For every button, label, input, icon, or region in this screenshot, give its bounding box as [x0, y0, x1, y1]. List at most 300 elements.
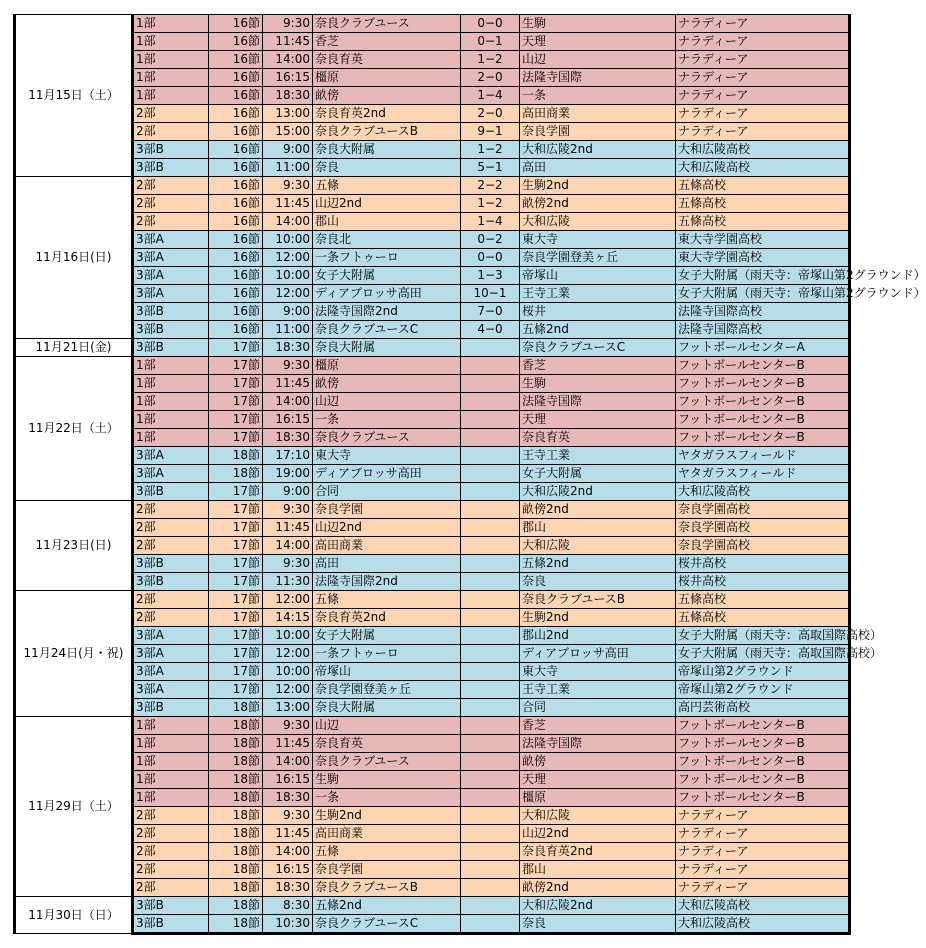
division-cell: 1部 — [133, 33, 209, 51]
away-team-cell: ディアブロッサ高田 — [520, 645, 676, 663]
away-team-cell: 畝傍 — [520, 753, 676, 771]
score-cell: 1−2 — [461, 195, 520, 213]
schedule-row — [15, 285, 850, 303]
venue-cell: 女子大附属（雨天寺：帝塚山第2グラウンド） — [676, 267, 850, 285]
score-cell — [461, 519, 520, 537]
score-cell: 9−1 — [461, 123, 520, 141]
score-cell — [461, 663, 520, 681]
away-team-cell: 王寺工業 — [520, 681, 676, 699]
score-cell: 10−1 — [461, 285, 520, 303]
section-cell: 16節 — [209, 303, 263, 321]
division-cell: 1部 — [133, 87, 209, 105]
score-cell — [461, 627, 520, 645]
away-team-cell: 大和広陵 — [520, 213, 676, 231]
kickoff-time-cell: 11:45 — [263, 519, 313, 537]
home-team-cell: 五條2nd — [313, 897, 461, 915]
away-team-cell: 奈良育英2nd — [520, 843, 676, 861]
score-cell — [461, 861, 520, 879]
division-cell: 1部 — [133, 15, 209, 33]
away-team-cell: 高田 — [520, 159, 676, 177]
venue-cell: フットボールセンターB — [676, 753, 850, 771]
division-cell: 3部B — [133, 339, 209, 357]
division-cell: 3部B — [133, 699, 209, 717]
kickoff-time-cell: 12:00 — [263, 681, 313, 699]
kickoff-time-cell: 9:00 — [263, 141, 313, 159]
home-team-cell: 奈良クラブユースC — [313, 915, 461, 934]
kickoff-time-cell: 14:00 — [263, 537, 313, 555]
score-cell — [461, 645, 520, 663]
score-cell — [461, 789, 520, 807]
schedule-row — [15, 159, 850, 177]
schedule-row — [15, 231, 850, 249]
division-cell: 1部 — [133, 753, 209, 771]
division-cell: 1部 — [133, 411, 209, 429]
section-cell: 16節 — [209, 33, 263, 51]
division-cell: 2部 — [133, 843, 209, 861]
venue-cell: 大和広陵高校 — [676, 483, 850, 501]
schedule-row — [15, 735, 850, 753]
venue-cell: 大和広陵高校 — [676, 897, 850, 915]
score-cell: 1−2 — [461, 51, 520, 69]
section-cell: 18節 — [209, 825, 263, 843]
venue-cell: 東大寺学園高校 — [676, 231, 850, 249]
division-cell: 2部 — [133, 879, 209, 897]
schedule-row — [15, 555, 850, 573]
score-cell — [461, 897, 520, 915]
division-cell: 3部B — [133, 573, 209, 591]
away-team-cell: 郡山2nd — [520, 627, 676, 645]
kickoff-time-cell: 10:30 — [263, 915, 313, 934]
score-cell — [461, 735, 520, 753]
schedule-row — [15, 663, 850, 681]
section-cell: 16節 — [209, 159, 263, 177]
away-team-cell: 畝傍2nd — [520, 501, 676, 519]
venue-cell: ナラディーア — [676, 879, 850, 897]
home-team-cell: 香芝 — [313, 33, 461, 51]
home-team-cell: 奈良クラブユースC — [313, 321, 461, 339]
section-cell: 17節 — [209, 519, 263, 537]
schedule-row — [15, 843, 850, 861]
score-cell: 0−0 — [461, 15, 520, 33]
venue-cell: 帝塚山第2グラウンド — [676, 663, 850, 681]
home-team-cell: 山辺2nd — [313, 519, 461, 537]
away-team-cell: 天理 — [520, 411, 676, 429]
home-team-cell: 生駒2nd — [313, 807, 461, 825]
division-cell: 1部 — [133, 393, 209, 411]
division-cell: 3部A — [133, 465, 209, 483]
venue-cell: ナラディーア — [676, 123, 850, 141]
away-team-cell: 王寺工業 — [520, 447, 676, 465]
score-cell — [461, 501, 520, 519]
home-team-cell: 合同 — [313, 483, 461, 501]
section-cell: 16節 — [209, 123, 263, 141]
away-team-cell: 奈良クラブユースB — [520, 591, 676, 609]
division-cell: 3部A — [133, 627, 209, 645]
section-cell: 17節 — [209, 393, 263, 411]
away-team-cell: 生駒2nd — [520, 177, 676, 195]
section-cell: 18節 — [209, 771, 263, 789]
away-team-cell: 畝傍2nd — [520, 879, 676, 897]
score-cell — [461, 717, 520, 735]
section-cell: 17節 — [209, 609, 263, 627]
kickoff-time-cell: 11:45 — [263, 375, 313, 393]
home-team-cell: 法隆寺国際2nd — [313, 573, 461, 591]
score-cell — [461, 681, 520, 699]
section-cell: 16節 — [209, 105, 263, 123]
away-team-cell: 帝塚山 — [520, 267, 676, 285]
division-cell: 1部 — [133, 375, 209, 393]
score-cell — [461, 825, 520, 843]
schedule-row — [15, 195, 850, 213]
venue-cell: 東大寺学園高校 — [676, 249, 850, 267]
kickoff-time-cell: 14:00 — [263, 753, 313, 771]
home-team-cell: 奈良大附属 — [313, 141, 461, 159]
venue-cell: フットボールセンターA — [676, 339, 850, 357]
schedule-row — [15, 681, 850, 699]
section-cell: 17節 — [209, 645, 263, 663]
venue-cell: 桜井高校 — [676, 573, 850, 591]
home-team-cell: 奈良学園登美ヶ丘 — [313, 681, 461, 699]
score-cell: 1−2 — [461, 141, 520, 159]
home-team-cell: 奈良育英 — [313, 735, 461, 753]
venue-cell: 女子大附属（雨天寺：高取国際高校） — [676, 627, 850, 645]
schedule-row — [15, 465, 850, 483]
venue-cell: フットボールセンターB — [676, 771, 850, 789]
kickoff-time-cell: 14:00 — [263, 393, 313, 411]
schedule-row — [15, 357, 850, 375]
home-team-cell: 奈良育英2nd — [313, 609, 461, 627]
away-team-cell: 大和広陵 — [520, 537, 676, 555]
score-cell — [461, 879, 520, 897]
away-team-cell: 法隆寺国際 — [520, 735, 676, 753]
kickoff-time-cell: 9:30 — [263, 177, 313, 195]
away-team-cell: 天理 — [520, 771, 676, 789]
section-cell: 18節 — [209, 789, 263, 807]
home-team-cell: 山辺 — [313, 717, 461, 735]
away-team-cell: 東大寺 — [520, 231, 676, 249]
venue-cell: フットボールセンターB — [676, 375, 850, 393]
match-date-cell: 11月22日（土） — [15, 357, 133, 501]
score-cell — [461, 447, 520, 465]
kickoff-time-cell: 18:30 — [263, 339, 313, 357]
schedule-row — [15, 609, 850, 627]
away-team-cell: 五條2nd — [520, 321, 676, 339]
away-team-cell: 奈良 — [520, 573, 676, 591]
away-team-cell: 山辺2nd — [520, 825, 676, 843]
venue-cell: ナラディーア — [676, 33, 850, 51]
away-team-cell: 橿原 — [520, 789, 676, 807]
home-team-cell: 女子大附属 — [313, 267, 461, 285]
home-team-cell: 女子大附属 — [313, 627, 461, 645]
division-cell: 3部A — [133, 447, 209, 465]
home-team-cell: 奈良クラブユースB — [313, 123, 461, 141]
away-team-cell: 一条 — [520, 87, 676, 105]
kickoff-time-cell: 18:30 — [263, 789, 313, 807]
home-team-cell: 一条 — [313, 789, 461, 807]
division-cell: 3部B — [133, 321, 209, 339]
away-team-cell: 畝傍2nd — [520, 195, 676, 213]
schedule-row — [15, 69, 850, 87]
schedule-row — [15, 699, 850, 717]
home-team-cell: 山辺 — [313, 393, 461, 411]
division-cell: 2部 — [133, 501, 209, 519]
kickoff-time-cell: 9:30 — [263, 15, 313, 33]
home-team-cell: 高田 — [313, 555, 461, 573]
kickoff-time-cell: 8:30 — [263, 897, 313, 915]
section-cell: 16節 — [209, 249, 263, 267]
kickoff-time-cell: 10:00 — [263, 267, 313, 285]
section-cell: 16節 — [209, 141, 263, 159]
kickoff-time-cell: 11:00 — [263, 321, 313, 339]
kickoff-time-cell: 12:00 — [263, 285, 313, 303]
section-cell: 16節 — [209, 267, 263, 285]
venue-cell: フットボールセンターB — [676, 357, 850, 375]
score-cell: 5−1 — [461, 159, 520, 177]
kickoff-time-cell: 10:00 — [263, 663, 313, 681]
section-cell: 17節 — [209, 663, 263, 681]
venue-cell: 法隆寺国際高校 — [676, 321, 850, 339]
score-cell: 1−3 — [461, 267, 520, 285]
division-cell: 3部A — [133, 681, 209, 699]
venue-cell: 高円芸術高校 — [676, 699, 850, 717]
kickoff-time-cell: 15:00 — [263, 123, 313, 141]
section-cell: 16節 — [209, 51, 263, 69]
kickoff-time-cell: 10:00 — [263, 231, 313, 249]
section-cell: 18節 — [209, 861, 263, 879]
schedule-row — [15, 753, 850, 771]
kickoff-time-cell: 18:30 — [263, 879, 313, 897]
venue-cell: 桜井高校 — [676, 555, 850, 573]
away-team-cell: 生駒2nd — [520, 609, 676, 627]
section-cell: 18節 — [209, 447, 263, 465]
section-cell: 18節 — [209, 699, 263, 717]
venue-cell: 五條高校 — [676, 177, 850, 195]
schedule-row — [15, 141, 850, 159]
schedule-row — [15, 249, 850, 267]
schedule-row — [15, 483, 850, 501]
division-cell: 1部 — [133, 51, 209, 69]
schedule-row — [15, 573, 850, 591]
division-cell: 3部A — [133, 645, 209, 663]
section-cell: 18節 — [209, 465, 263, 483]
venue-cell: ナラディーア — [676, 105, 850, 123]
home-team-cell: 奈良大附属 — [313, 339, 461, 357]
home-team-cell: 東大寺 — [313, 447, 461, 465]
match-date-cell: 11月21日(金) — [15, 339, 133, 357]
schedule-row — [15, 87, 850, 105]
kickoff-time-cell: 12:00 — [263, 249, 313, 267]
venue-cell: ナラディーア — [676, 87, 850, 105]
venue-cell: 法隆寺国際高校 — [676, 303, 850, 321]
away-team-cell: 大和広陵2nd — [520, 141, 676, 159]
division-cell: 3部A — [133, 285, 209, 303]
schedule-row — [15, 717, 850, 735]
away-team-cell: 奈良育英 — [520, 429, 676, 447]
schedule-row — [15, 897, 850, 915]
venue-cell: ヤタガラスフィールド — [676, 447, 850, 465]
venue-cell: 帝塚山第2グラウンド — [676, 681, 850, 699]
division-cell: 3部B — [133, 483, 209, 501]
home-team-cell: ディアブロッサ高田 — [313, 285, 461, 303]
home-team-cell: 奈良学園 — [313, 861, 461, 879]
away-team-cell: 法隆寺国際 — [520, 393, 676, 411]
section-cell: 17節 — [209, 591, 263, 609]
score-cell — [461, 771, 520, 789]
kickoff-time-cell: 14:15 — [263, 609, 313, 627]
match-date-cell: 11月30日（日） — [15, 897, 133, 934]
score-cell: 0−2 — [461, 231, 520, 249]
home-team-cell: 一条 — [313, 411, 461, 429]
kickoff-time-cell: 11:45 — [263, 735, 313, 753]
venue-cell: フットボールセンターB — [676, 429, 850, 447]
match-date-cell: 11月23日(日) — [15, 501, 133, 591]
schedule-row — [15, 861, 850, 879]
schedule-row — [15, 825, 850, 843]
away-team-cell: 合同 — [520, 699, 676, 717]
venue-cell: ナラディーア — [676, 15, 850, 33]
venue-cell: ナラディーア — [676, 69, 850, 87]
home-team-cell: 奈良クラブユース — [313, 429, 461, 447]
away-team-cell: 奈良 — [520, 915, 676, 934]
venue-cell: 五條高校 — [676, 591, 850, 609]
home-team-cell: 一条フトゥーロ — [313, 249, 461, 267]
section-cell: 18節 — [209, 753, 263, 771]
venue-cell: 五條高校 — [676, 213, 850, 231]
venue-cell: ナラディーア — [676, 807, 850, 825]
away-team-cell: 生駒 — [520, 375, 676, 393]
home-team-cell: 山辺2nd — [313, 195, 461, 213]
venue-cell: ナラディーア — [676, 51, 850, 69]
division-cell: 2部 — [133, 537, 209, 555]
division-cell: 3部B — [133, 141, 209, 159]
schedule-row — [15, 213, 850, 231]
schedule-row — [15, 771, 850, 789]
score-cell — [461, 843, 520, 861]
schedule-row — [15, 501, 850, 519]
schedule-row — [15, 267, 850, 285]
section-cell: 16節 — [209, 69, 263, 87]
section-cell: 18節 — [209, 717, 263, 735]
kickoff-time-cell: 9:00 — [263, 483, 313, 501]
schedule-row — [15, 303, 850, 321]
home-team-cell: 奈良学園 — [313, 501, 461, 519]
kickoff-time-cell: 11:45 — [263, 33, 313, 51]
section-cell: 17節 — [209, 357, 263, 375]
kickoff-time-cell: 10:00 — [263, 627, 313, 645]
match-date-cell: 11月15日（土） — [15, 15, 133, 177]
kickoff-time-cell: 12:00 — [263, 591, 313, 609]
schedule-row — [15, 339, 850, 357]
score-cell — [461, 555, 520, 573]
schedule-row — [15, 789, 850, 807]
away-team-cell: 王寺工業 — [520, 285, 676, 303]
away-team-cell: 香芝 — [520, 717, 676, 735]
score-cell — [461, 411, 520, 429]
section-cell: 16節 — [209, 321, 263, 339]
home-team-cell: 一条フトゥーロ — [313, 645, 461, 663]
score-cell — [461, 483, 520, 501]
score-cell — [461, 915, 520, 934]
division-cell: 1部 — [133, 735, 209, 753]
venue-cell: 大和広陵高校 — [676, 141, 850, 159]
kickoff-time-cell: 16:15 — [263, 69, 313, 87]
kickoff-time-cell: 14:00 — [263, 213, 313, 231]
kickoff-time-cell: 9:30 — [263, 807, 313, 825]
kickoff-time-cell: 11:45 — [263, 195, 313, 213]
home-team-cell: 橿原 — [313, 69, 461, 87]
schedule-row — [15, 321, 850, 339]
schedule-row — [15, 879, 850, 897]
schedule-row — [15, 393, 850, 411]
division-cell: 2部 — [133, 609, 209, 627]
kickoff-time-cell: 19:00 — [263, 465, 313, 483]
kickoff-time-cell: 17:10 — [263, 447, 313, 465]
home-team-cell: ディアブロッサ高田 — [313, 465, 461, 483]
section-cell: 17節 — [209, 501, 263, 519]
division-cell: 2部 — [133, 861, 209, 879]
away-team-cell: 香芝 — [520, 357, 676, 375]
home-team-cell: 高田商業 — [313, 825, 461, 843]
kickoff-time-cell: 14:00 — [263, 843, 313, 861]
section-cell: 16節 — [209, 231, 263, 249]
venue-cell: 奈良学園高校 — [676, 537, 850, 555]
score-cell: 1−4 — [461, 213, 520, 231]
schedule-row — [15, 645, 850, 663]
away-team-cell: 生駒 — [520, 15, 676, 33]
kickoff-time-cell: 9:30 — [263, 357, 313, 375]
section-cell: 18節 — [209, 843, 263, 861]
home-team-cell: 五條 — [313, 843, 461, 861]
away-team-cell: 大和広陵2nd — [520, 483, 676, 501]
section-cell: 18節 — [209, 879, 263, 897]
section-cell: 18節 — [209, 735, 263, 753]
away-team-cell: 天理 — [520, 33, 676, 51]
venue-cell: ヤタガラスフィールド — [676, 465, 850, 483]
score-cell: 2−0 — [461, 69, 520, 87]
score-cell — [461, 699, 520, 717]
score-cell: 2−2 — [461, 177, 520, 195]
section-cell: 17節 — [209, 375, 263, 393]
home-team-cell: 奈良クラブユース — [313, 753, 461, 771]
score-cell — [461, 357, 520, 375]
score-cell: 7−0 — [461, 303, 520, 321]
division-cell: 2部 — [133, 123, 209, 141]
venue-cell: 大和広陵高校 — [676, 159, 850, 177]
venue-cell: ナラディーア — [676, 861, 850, 879]
division-cell: 2部 — [133, 105, 209, 123]
schedule-row — [15, 411, 850, 429]
home-team-cell: 高田商業 — [313, 537, 461, 555]
division-cell: 3部B — [133, 303, 209, 321]
score-cell — [461, 537, 520, 555]
venue-cell: 女子大附属（雨天寺：高取国際高校） — [676, 645, 850, 663]
score-cell — [461, 429, 520, 447]
venue-cell: フットボールセンターB — [676, 717, 850, 735]
schedule-row — [15, 177, 850, 195]
division-cell: 3部B — [133, 915, 209, 934]
kickoff-time-cell: 11:45 — [263, 825, 313, 843]
kickoff-time-cell: 13:00 — [263, 699, 313, 717]
home-team-cell: 生駒 — [313, 771, 461, 789]
venue-cell: フットボールセンターB — [676, 411, 850, 429]
score-cell — [461, 807, 520, 825]
schedule-row — [15, 33, 850, 51]
division-cell: 3部A — [133, 249, 209, 267]
score-cell: 4−0 — [461, 321, 520, 339]
kickoff-time-cell: 12:00 — [263, 645, 313, 663]
kickoff-time-cell: 14:00 — [263, 51, 313, 69]
venue-cell: フットボールセンターB — [676, 735, 850, 753]
